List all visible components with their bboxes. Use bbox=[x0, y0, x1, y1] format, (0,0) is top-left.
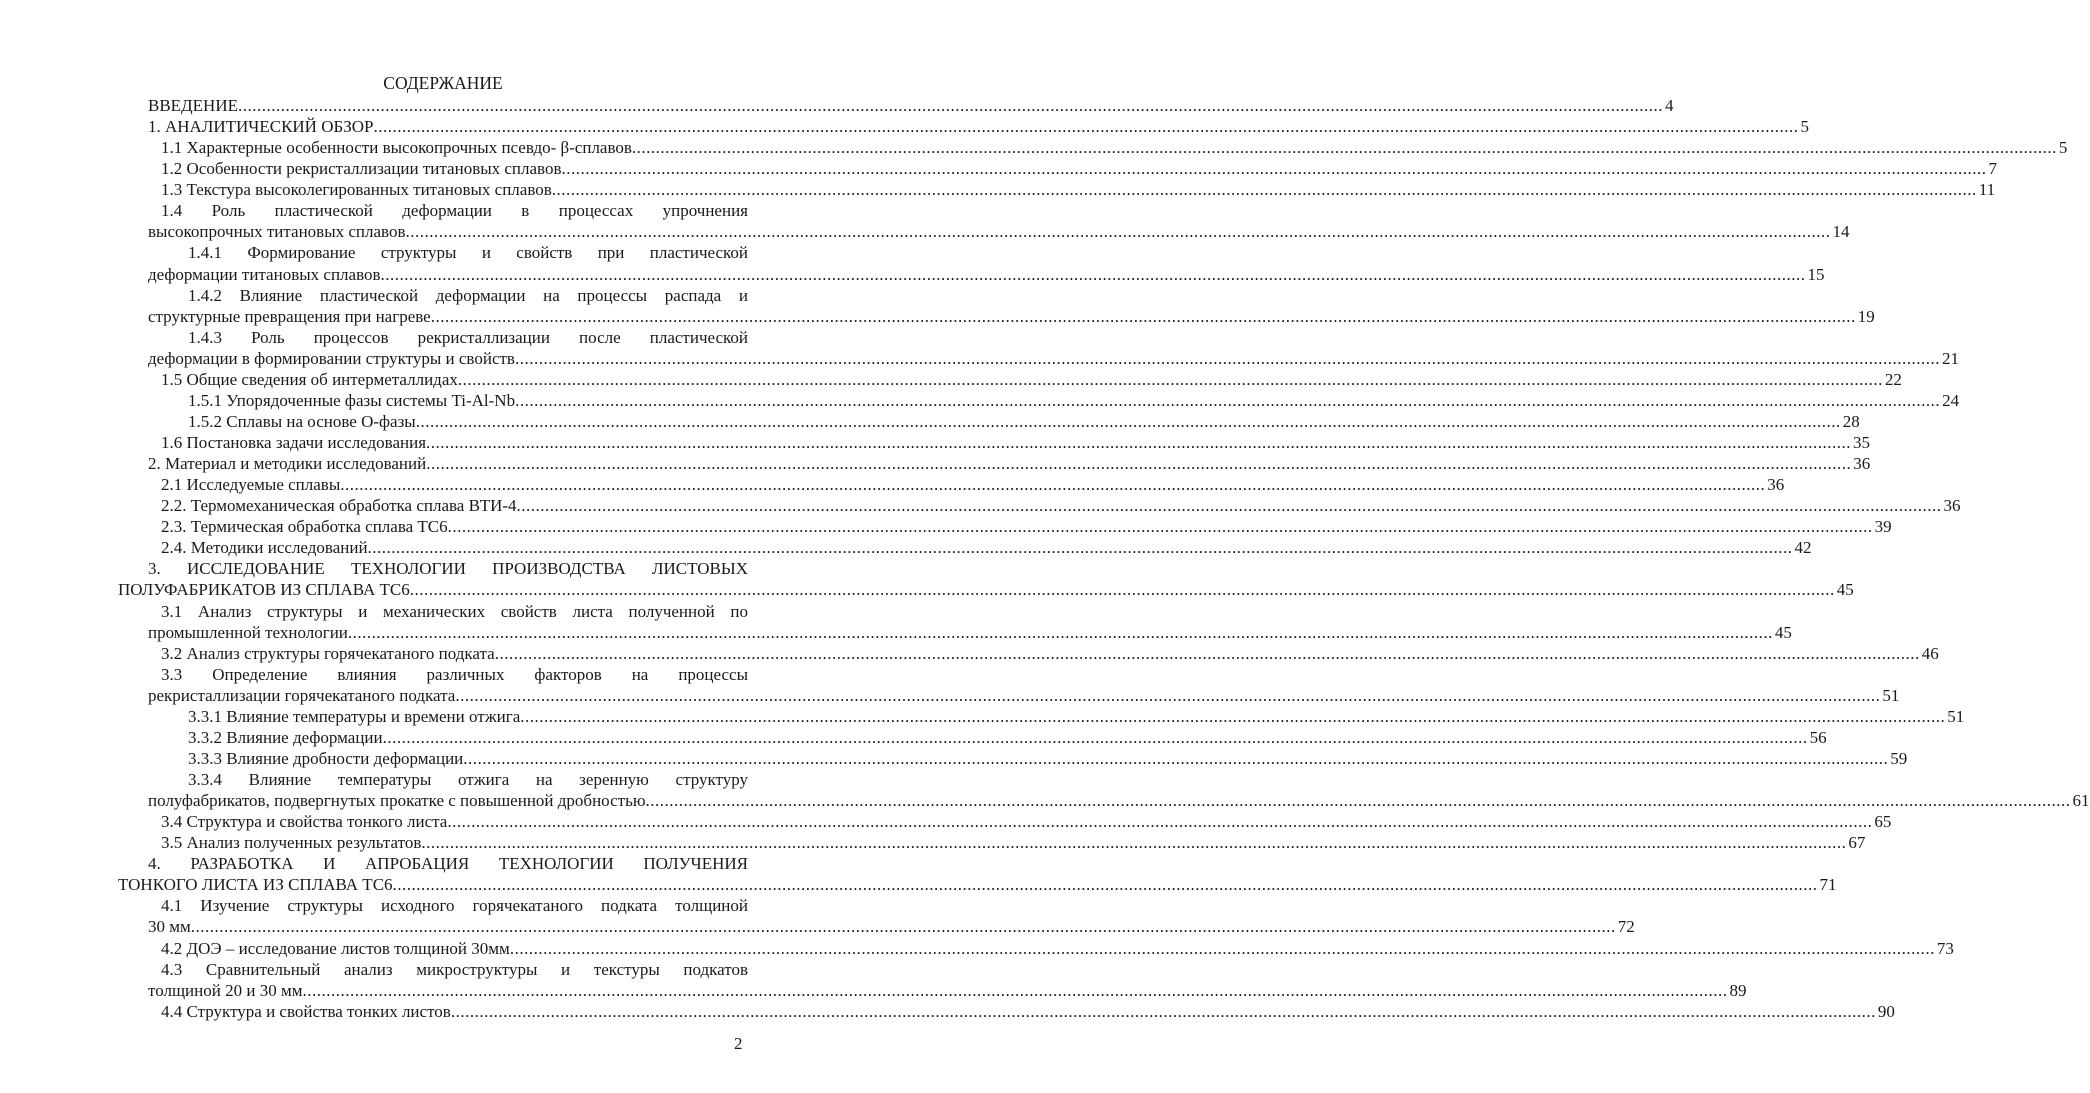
toc-line bbox=[148, 411, 1860, 432]
toc-line bbox=[148, 664, 748, 685]
toc-entry[interactable] bbox=[148, 474, 1785, 495]
dot-leader: ............................................................................................................................................................................................................................................................................................................ bbox=[494, 643, 1920, 663]
toc-line bbox=[148, 790, 2090, 811]
toc-entry[interactable] bbox=[148, 938, 1954, 959]
toc-entry-text: 1.5.1 Упорядоченные фазы системы Ti-Al-Nb bbox=[188, 390, 516, 410]
toc-page-number: 72 bbox=[1617, 917, 1635, 937]
dot-leader: ............................................................................................................................................................................................................................................................................................................ bbox=[302, 980, 1728, 1000]
toc-entry[interactable] bbox=[148, 432, 1871, 453]
dot-leader: ............................................................................................................................................................................................................................................................................................................ bbox=[367, 538, 1793, 558]
toc-entry-text: 1.4 Роль пластической деформации в процессах упрочнения bbox=[161, 201, 748, 221]
toc-entry[interactable] bbox=[148, 158, 1997, 179]
toc-page-number: 19 bbox=[1857, 306, 1875, 326]
toc-page-number: 4 bbox=[1664, 96, 1674, 115]
toc-entry-text: деформации титановых сплавов bbox=[148, 264, 381, 284]
toc-line bbox=[148, 221, 1850, 242]
toc-entry-text: 2.3. Термическая обработка сплава ТС6 bbox=[161, 517, 448, 537]
toc-line bbox=[148, 242, 748, 263]
toc-line bbox=[118, 874, 1837, 895]
toc-line bbox=[148, 980, 1747, 1001]
dot-leader: ............................................................................................................................................................................................................................................................................................................ bbox=[463, 748, 1889, 768]
toc-entry[interactable] bbox=[118, 558, 1854, 600]
toc-entry-text: 3.1 Анализ структуры и механических свойств листа полученной по bbox=[161, 601, 748, 621]
toc-page-number: 51 bbox=[1947, 706, 1965, 726]
toc-entry[interactable] bbox=[148, 179, 1996, 200]
toc-line bbox=[148, 474, 1785, 495]
toc-line bbox=[148, 748, 1908, 769]
toc-line bbox=[148, 706, 1965, 727]
toc-entry-text: структурные превращения при нагреве bbox=[148, 306, 431, 326]
dot-leader: ............................................................................................................................................................................................................................................................................................................ bbox=[561, 159, 1987, 179]
toc-line bbox=[148, 727, 1827, 748]
dot-leader: ............................................................................................................................................................................................................................................................................................................ bbox=[457, 369, 1883, 389]
toc-entry[interactable] bbox=[148, 369, 1902, 390]
dot-leader: ............................................................................................................................................................................................................................................................................................................ bbox=[190, 917, 1616, 937]
toc-entry[interactable] bbox=[148, 242, 1825, 284]
toc-entry[interactable] bbox=[148, 748, 1908, 769]
dot-leader: ............................................................................................................................................................................................................................................................................................................ bbox=[516, 496, 1942, 516]
dot-leader: ............................................................................................................................................................................................................................................................................................................ bbox=[405, 222, 1831, 242]
toc-entry[interactable] bbox=[148, 495, 1961, 516]
toc-entry[interactable] bbox=[148, 769, 2090, 811]
dot-leader: ............................................................................................................................................................................................................................................................................................................ bbox=[514, 348, 1940, 368]
toc-page-number: 36 bbox=[1943, 496, 1961, 516]
toc-entry-text: 3.3 Определение влияния различных факторов на процессы bbox=[161, 664, 748, 684]
toc-entry[interactable] bbox=[148, 727, 1827, 748]
toc-page-number: 11 bbox=[1978, 180, 1996, 200]
toc-page-number: 36 bbox=[1767, 475, 1785, 495]
toc-entry-text: 1.6 Постановка задачи исследования bbox=[161, 433, 427, 452]
toc-page-number: 24 bbox=[1942, 390, 1960, 410]
toc-line bbox=[148, 285, 748, 306]
toc-entry[interactable] bbox=[148, 327, 1959, 369]
toc-line bbox=[148, 137, 2068, 158]
toc-entry-text: 1.5.2 Сплавы на основе О-фазы bbox=[188, 411, 416, 431]
toc-entry[interactable] bbox=[148, 959, 1747, 1001]
toc-entry[interactable] bbox=[148, 537, 1812, 558]
toc-entry-text: 1.1 Характерные особенности высокопрочных псевдо- β-сплавов bbox=[161, 138, 632, 158]
dot-leader: ............................................................................................................................................................................................................................................................................................................ bbox=[455, 685, 1881, 705]
toc-entry-text: высокопрочных титановых сплавов bbox=[148, 222, 406, 242]
toc-entry[interactable] bbox=[148, 285, 1875, 327]
toc-line bbox=[148, 306, 1875, 327]
toc-line bbox=[148, 453, 1871, 474]
toc-page-number: 5 bbox=[1800, 117, 1809, 137]
toc-entry[interactable] bbox=[148, 811, 1892, 832]
toc-page-number: 21 bbox=[1941, 348, 1959, 368]
toc-page-number: 65 bbox=[1874, 812, 1892, 832]
toc-line bbox=[148, 916, 1635, 937]
toc-page-number: 73 bbox=[1936, 938, 1954, 958]
toc-entry[interactable] bbox=[148, 1001, 1895, 1022]
dot-leader: ............................................................................................................................................................................................................................................................................................................ bbox=[631, 138, 2057, 158]
dot-leader: ............................................................................................................................................................................................................................................................................................................ bbox=[237, 96, 1663, 115]
toc-page-number: 15 bbox=[1807, 264, 1825, 284]
dot-leader: ............................................................................................................................................................................................................................................................................................................ bbox=[421, 833, 1847, 853]
dot-leader: ............................................................................................................................................................................................................................................................................................................ bbox=[515, 390, 1941, 410]
toc-page-number: 5 bbox=[2058, 138, 2068, 158]
toc-line bbox=[148, 685, 1900, 706]
toc-page-number: 59 bbox=[1890, 748, 1908, 768]
toc-entry-text: 1.4.3 Роль процессов рекристаллизации после пластической bbox=[188, 327, 748, 347]
toc-entry-text: 3.3.2 Влияние деформации bbox=[188, 727, 383, 747]
toc-page-number: 42 bbox=[1794, 538, 1812, 558]
toc-entry-text: 1.3 Текстура высоколегированных титановых сплавов bbox=[161, 180, 552, 200]
toc-line bbox=[148, 769, 748, 790]
dot-leader: ............................................................................................................................................................................................................................................................................................................ bbox=[551, 180, 1977, 200]
toc-page-number: 7 bbox=[1988, 159, 1997, 179]
toc-entry-text: 3.3.3 Влияние дробности деформации bbox=[188, 748, 464, 768]
toc-line bbox=[148, 938, 1954, 959]
toc-entry-text: ТОНКОГО ЛИСТА ИЗ СПЛАВА ТС6 bbox=[118, 875, 393, 895]
dot-leader: ............................................................................................................................................................................................................................................................................................................ bbox=[415, 411, 1841, 431]
toc-line bbox=[148, 811, 1892, 832]
toc-line bbox=[148, 432, 1871, 453]
toc-entry[interactable] bbox=[148, 116, 1809, 137]
page-number: 2 bbox=[734, 1034, 743, 1053]
toc-entry-text: 3.5 Анализ полученных результатов bbox=[161, 833, 422, 853]
toc-line bbox=[148, 200, 748, 221]
toc-line bbox=[148, 832, 1866, 853]
dot-leader: ............................................................................................................................................................................................................................................................................................................ bbox=[409, 580, 1835, 600]
toc-line bbox=[148, 516, 1892, 537]
toc-line bbox=[148, 537, 1812, 558]
toc-entry[interactable] bbox=[148, 516, 1892, 537]
toc-entry[interactable] bbox=[148, 832, 1866, 853]
toc-entry-text: толщиной 20 и 30 мм bbox=[148, 980, 303, 1000]
dot-leader: ............................................................................................................................................................................................................................................................................................................ bbox=[509, 938, 1935, 958]
toc-entry[interactable] bbox=[148, 95, 1674, 116]
dot-leader: ............................................................................................................................................................................................................................................................................................................ bbox=[340, 475, 1766, 495]
table-of-contents bbox=[118, 95, 2090, 1022]
toc-line bbox=[148, 95, 1674, 116]
toc-entry-text: 3.2 Анализ структуры горячекатаного подката bbox=[161, 643, 495, 663]
dot-leader: ............................................................................................................................................................................................................................................................................................................ bbox=[347, 622, 1773, 642]
toc-entry-text: ВВЕДЕНИЕ bbox=[148, 96, 238, 115]
toc-entry-text: ПОЛУФАБРИКАТОВ ИЗ СПЛАВА ТС6 bbox=[118, 580, 410, 600]
dot-leader: ............................................................................................................................................................................................................................................................................................................ bbox=[392, 875, 1818, 895]
toc-entry-text: деформации в формировании структуры и свойств bbox=[148, 348, 515, 368]
toc-entry-text: 2.2. Термомеханическая обработка сплава ВТИ-4 bbox=[161, 496, 517, 516]
toc-page-number: 36 bbox=[1853, 454, 1871, 474]
toc-entry-text: рекристаллизации горячекатаного подката bbox=[148, 685, 456, 705]
toc-line bbox=[148, 179, 1996, 200]
toc-page-number: 45 bbox=[1774, 622, 1792, 642]
dot-leader: ............................................................................................................................................................................................................................................................................................................ bbox=[380, 264, 1806, 284]
toc-line bbox=[148, 369, 1902, 390]
toc-entry[interactable] bbox=[148, 453, 1871, 474]
toc-entry-text: 1.4.1 Формирование структуры и свойств при пластической bbox=[188, 243, 748, 263]
toc-page-number: 71 bbox=[1819, 875, 1837, 895]
toc-entry-text: 2.4. Методики исследований bbox=[161, 538, 368, 558]
toc-page-number: 56 bbox=[1809, 727, 1827, 747]
toc-entry-text: 4. РАЗРАБОТКА И АПРОБАЦИЯ ТЕХНОЛОГИИ ПОЛУЧЕНИЯ bbox=[148, 854, 748, 874]
toc-entry-text: 4.2 ДОЭ – исследование листов толщиной 30мм bbox=[161, 938, 510, 958]
toc-line bbox=[148, 959, 748, 980]
toc-entry[interactable] bbox=[148, 664, 1900, 706]
toc-entry-text: полуфабрикатов, подвергнутых прокатке с повышенной дробностью bbox=[148, 791, 646, 811]
toc-entry[interactable] bbox=[148, 137, 2068, 158]
toc-entry-text: 3.3.1 Влияние температуры и времени отжига bbox=[188, 706, 521, 726]
toc-line bbox=[148, 643, 1939, 664]
toc-entry-text: 1. АНАЛИТИЧЕСКИЙ ОБЗОР bbox=[148, 117, 374, 137]
toc-entry[interactable] bbox=[148, 411, 1860, 432]
toc-entry[interactable] bbox=[148, 200, 1850, 242]
toc-page-number: 61 bbox=[2072, 791, 2090, 811]
toc-line bbox=[148, 895, 748, 916]
dot-leader: ............................................................................................................................................................................................................................................................................................................ bbox=[426, 454, 1852, 474]
page-title: СОДЕРЖАНИЕ bbox=[383, 73, 503, 93]
toc-line bbox=[148, 853, 748, 874]
dot-leader: ............................................................................................................................................................................................................................................................................................................ bbox=[430, 306, 1856, 326]
toc-line bbox=[118, 579, 1854, 600]
dot-leader: ............................................................................................................................................................................................................................................................................................................ bbox=[450, 1001, 1876, 1021]
toc-line bbox=[148, 327, 748, 348]
toc-entry[interactable] bbox=[148, 390, 1960, 411]
dot-leader: ............................................................................................................................................................................................................................................................................................................ bbox=[382, 727, 1808, 747]
toc-page-number: 51 bbox=[1882, 685, 1900, 705]
dot-leader: ............................................................................................................................................................................................................................................................................................................ bbox=[447, 812, 1873, 832]
toc-page-number: 45 bbox=[1836, 580, 1854, 600]
toc-entry-text: промышленной технологии bbox=[148, 622, 348, 642]
toc-page-number: 22 bbox=[1884, 369, 1902, 389]
toc-entry-text: 3. ИССЛЕДОВАНИЕ ТЕХНОЛОГИИ ПРОИЗВОДСТВА ЛИСТОВЫХ bbox=[148, 559, 748, 579]
toc-page-number: 28 bbox=[1842, 411, 1860, 431]
toc-entry-text: 30 мм bbox=[148, 917, 191, 937]
toc-line bbox=[148, 390, 1960, 411]
toc-line bbox=[148, 558, 748, 579]
toc-entry[interactable] bbox=[148, 706, 1965, 727]
toc-line bbox=[148, 348, 1959, 369]
toc-line bbox=[148, 601, 748, 622]
toc-page-number: 90 bbox=[1877, 1001, 1895, 1021]
toc-entry-text: 3.3.4 Влияние температуры отжига на зеренную структуру bbox=[188, 770, 748, 789]
toc-entry-text: 3.4 Структура и свойства тонкого листа bbox=[161, 812, 448, 832]
dot-leader: ............................................................................................................................................................................................................................................................................................................ bbox=[520, 706, 1946, 726]
toc-entry-text: 2. Материал и методики исследований bbox=[148, 454, 427, 474]
toc-entry-text: 1.4.2 Влияние пластической деформации на процессы распада и bbox=[188, 285, 748, 305]
toc-line bbox=[148, 622, 1792, 643]
toc-entry-text: 4.1 Изучение структуры исходного горячекатаного подката толщиной bbox=[161, 896, 748, 916]
toc-line bbox=[148, 158, 1997, 179]
toc-entry-text: 2.1 Исследуемые сплавы bbox=[161, 475, 341, 495]
toc-page-number: 39 bbox=[1874, 517, 1892, 537]
toc-page-number: 67 bbox=[1848, 833, 1866, 853]
toc-entry[interactable] bbox=[148, 895, 1635, 937]
toc-entry-text: 4.3 Сравнительный анализ микроструктуры и текстуры подкатов bbox=[161, 959, 748, 979]
toc-line bbox=[148, 264, 1825, 285]
toc-page-number: 46 bbox=[1921, 643, 1939, 663]
toc-line bbox=[148, 116, 1809, 137]
dot-leader: ............................................................................................................................................................................................................................................................................................................ bbox=[645, 791, 2071, 811]
toc-entry-text: 1.5 Общие сведения об интерметаллидах bbox=[161, 369, 458, 389]
dot-leader: ............................................................................................................................................................................................................................................................................................................ bbox=[447, 517, 1873, 537]
toc-page-number: 89 bbox=[1729, 980, 1747, 1000]
toc-entry[interactable] bbox=[148, 643, 1939, 664]
toc-line bbox=[148, 1001, 1895, 1022]
toc-entry-text: 1.2 Особенности рекристаллизации титановых сплавов bbox=[161, 159, 562, 179]
toc-line bbox=[148, 495, 1961, 516]
dot-leader: ............................................................................................................................................................................................................................................................................................................ bbox=[373, 117, 1799, 137]
dot-leader: ............................................................................................................................................................................................................................................................................................................ bbox=[426, 433, 1852, 452]
toc-entry[interactable] bbox=[118, 853, 1837, 895]
toc-entry[interactable] bbox=[148, 601, 1792, 643]
toc-page-number: 35 bbox=[1853, 433, 1871, 452]
toc-page-number: 14 bbox=[1832, 222, 1850, 242]
toc-entry-text: 4.4 Структура и свойства тонких листов bbox=[161, 1001, 451, 1021]
